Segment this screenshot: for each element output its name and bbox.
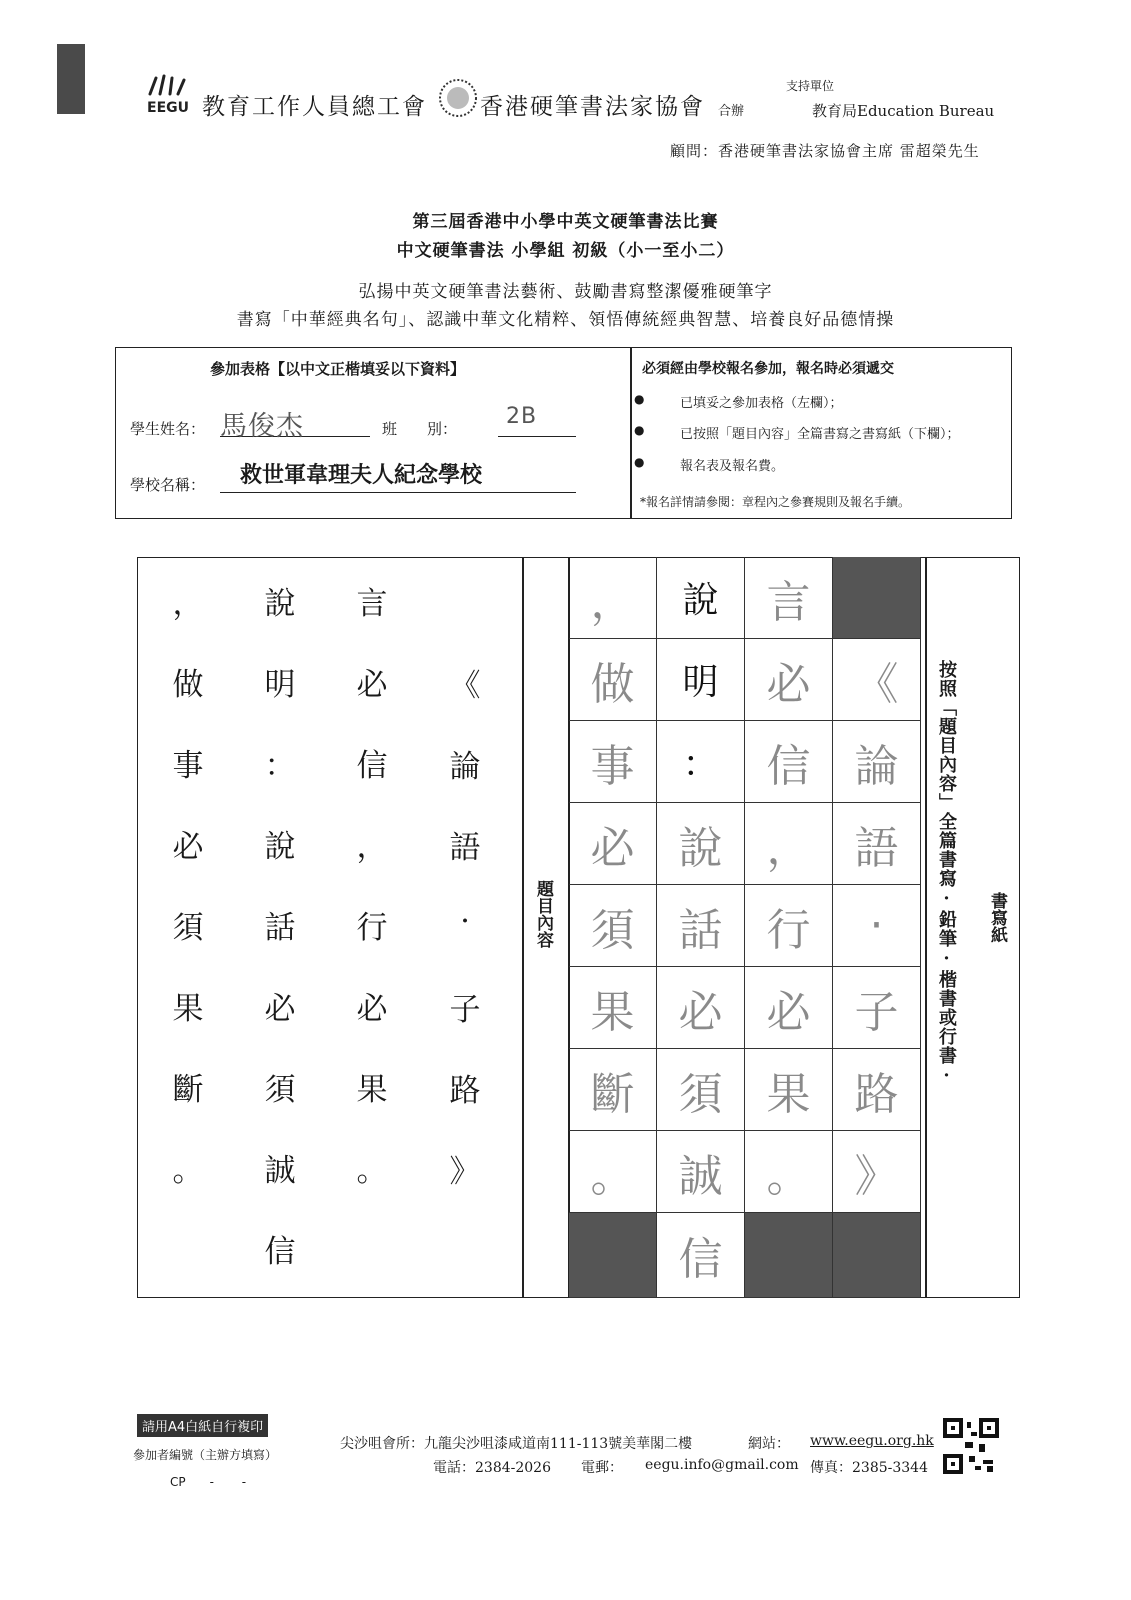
- hkcpa-seal-icon: [438, 78, 478, 118]
- email-label: 電郵：: [581, 1460, 623, 1476]
- topic-char: 《: [449, 668, 481, 704]
- topic-char: 信: [356, 748, 388, 784]
- writing-cell[interactable]: 信: [657, 1213, 745, 1298]
- writing-cell[interactable]: 子: [833, 967, 921, 1049]
- topic-char: 論: [449, 749, 481, 785]
- topic-char: ·: [460, 903, 470, 939]
- writing-cell[interactable]: 信: [745, 721, 833, 803]
- competition-title: 第三屆香港中小學中英文硬筆書法比賽: [412, 212, 719, 232]
- slogan-line-2: 書寫「中華經典名句」、認識中華文化精粹、領悟傳統經典智慧、培養良好品德情操: [236, 310, 895, 330]
- topic-char: 說: [264, 586, 296, 622]
- topic-char: 必: [264, 991, 296, 1027]
- copy-note: 請用A4白紙自行複印: [137, 1414, 268, 1437]
- writing-cell[interactable]: 必: [569, 803, 657, 885]
- topic-char: ：: [264, 748, 296, 784]
- writing-cell[interactable]: 話: [657, 885, 745, 967]
- class-label: 班 別：: [382, 420, 458, 438]
- org1-name: 教育工作人員總工會: [202, 94, 427, 120]
- requirement-item: 報名表及報名費。: [680, 459, 785, 474]
- topic-char: 必: [172, 829, 204, 865]
- eegu-logo-icon: [142, 74, 194, 116]
- writing-cell[interactable]: 論: [833, 721, 921, 803]
- qr-code-icon: [943, 1418, 999, 1474]
- category-title: 中文硬筆書法 小學組 初級（小一至小二）: [396, 241, 735, 261]
- topic-char: 行: [356, 910, 388, 946]
- topic-char: 果: [356, 1072, 388, 1108]
- writing-cell[interactable]: ，: [569, 557, 657, 639]
- topic-char: 做: [172, 667, 204, 703]
- writing-cell[interactable]: 》: [833, 1131, 921, 1213]
- bullet-icon: ●: [634, 423, 645, 437]
- topic-char: 。: [356, 1153, 388, 1189]
- school-label: 學校名稱：: [130, 476, 206, 494]
- writing-cell[interactable]: 《: [833, 639, 921, 721]
- topic-char: 須: [264, 1072, 296, 1108]
- topic-char: 事: [172, 748, 204, 784]
- topic-char: ，: [172, 586, 204, 622]
- support-org: 教育局Education Bureau: [812, 102, 995, 120]
- writing-cell[interactable]: 說: [657, 803, 745, 885]
- writing-cell[interactable]: 斷: [569, 1049, 657, 1131]
- entry-number-label: 參加者編號（主辦方填寫）: [133, 1448, 278, 1462]
- writing-cell[interactable]: 事: [569, 721, 657, 803]
- writing-cell[interactable]: ：: [657, 721, 745, 803]
- writing-grid: [569, 557, 925, 1298]
- fax: 傳真：2385-3344: [810, 1460, 928, 1476]
- writing-cell[interactable]: 語: [833, 803, 921, 885]
- topic-char: 必: [356, 667, 388, 703]
- writing-cell[interactable]: [569, 1213, 657, 1298]
- instruction-divider: [925, 557, 927, 1298]
- topic-char: 。: [172, 1153, 204, 1189]
- joint-label: 合辦: [718, 104, 745, 119]
- website-label: 網站：: [748, 1436, 790, 1452]
- topic-char: 明: [264, 667, 296, 703]
- topic-char: 果: [172, 991, 204, 1027]
- topic-char: 路: [449, 1073, 481, 1109]
- school-value: 救世軍韋理夫人紀念學校: [240, 462, 483, 488]
- writing-cell[interactable]: 必: [657, 967, 745, 1049]
- writing-cell[interactable]: 路: [833, 1049, 921, 1131]
- topic-char: ，: [356, 829, 388, 865]
- writing-cell[interactable]: 果: [745, 1049, 833, 1131]
- name-field[interactable]: [220, 404, 370, 442]
- bullet-icon: ●: [634, 392, 645, 406]
- name-label: 學生姓名：: [130, 420, 206, 438]
- writing-cell[interactable]: [833, 1213, 921, 1298]
- topic-divider-left: [522, 557, 524, 1298]
- support-label: 支持單位: [786, 79, 835, 93]
- topic-char: 話: [264, 910, 296, 946]
- writing-cell[interactable]: 須: [657, 1049, 745, 1131]
- writing-cell[interactable]: 說: [657, 557, 745, 639]
- writing-cell[interactable]: 言: [745, 557, 833, 639]
- writing-cell[interactable]: 果: [569, 967, 657, 1049]
- topic-char: 信: [264, 1234, 296, 1270]
- advisor-line: 顧問：香港硬筆書法家協會主席 雷超榮先生: [670, 142, 980, 160]
- topic-label: 題目內容: [533, 880, 553, 948]
- name-value: 馬俊杰: [220, 411, 304, 442]
- topic-char: 須: [172, 910, 204, 946]
- email-address[interactable]: eegu.info@gmail.com: [645, 1457, 799, 1473]
- writing-cell[interactable]: 必: [745, 967, 833, 1049]
- address: 尖沙咀會所：九龍尖沙咀漆咸道南111-113號美華閣二樓: [340, 1436, 693, 1452]
- topic-char: 》: [449, 1154, 481, 1190]
- requirement-item: 已填妥之參加表格（左欄）；: [680, 396, 843, 411]
- writing-cell[interactable]: [745, 1213, 833, 1298]
- writing-cell[interactable]: 行: [745, 885, 833, 967]
- writing-cell[interactable]: 必: [745, 639, 833, 721]
- writing-paper-label: 書寫紙: [987, 892, 1007, 943]
- entry-number-value: CP - -: [170, 1475, 247, 1489]
- form-heading: 參加表格【以中文正楷填妥以下資料】: [210, 360, 466, 378]
- topic-char: 說: [264, 829, 296, 865]
- requirements-note: *報名詳情請參閱：章程內之參賽規則及報名手續。: [640, 495, 911, 509]
- writing-instruction: 按照「題目內容」全篇書寫·鉛筆·楷書或行書·: [936, 660, 957, 1087]
- topic-char: 必: [356, 991, 388, 1027]
- writing-cell[interactable]: 誠: [657, 1131, 745, 1213]
- writing-cell[interactable]: ·: [833, 885, 921, 967]
- topic-char: 誠: [264, 1153, 296, 1189]
- writing-cell[interactable]: 做: [569, 639, 657, 721]
- writing-cell[interactable]: ，: [745, 803, 833, 885]
- class-field[interactable]: [498, 404, 576, 437]
- writing-cell[interactable]: [833, 557, 921, 639]
- bullet-icon: ●: [634, 455, 645, 469]
- corner-mark: [57, 44, 85, 114]
- topic-char: 語: [449, 830, 481, 866]
- svg-text:EEGU: EEGU: [147, 100, 189, 116]
- slogan-line-1: 弘揚中英文硬筆書法藝術、鼓勵書寫整潔優雅硬筆字: [358, 282, 773, 302]
- website-link[interactable]: www.eegu.org.hk: [810, 1433, 934, 1449]
- school-field[interactable]: [220, 458, 576, 493]
- form-divider: [630, 347, 632, 519]
- class-value: 2B: [506, 404, 538, 429]
- requirements-heading: 必須經由學校報名參加，報名時必須遞交: [642, 361, 894, 377]
- phone: 電話：2384-2026: [433, 1460, 551, 1476]
- requirement-item: 已按照「題目內容」全篇書寫之書寫紙（下欄）；: [680, 427, 960, 442]
- topic-char: 子: [449, 992, 481, 1028]
- writing-cell[interactable]: 明: [657, 639, 745, 721]
- writing-cell[interactable]: 。: [745, 1131, 833, 1213]
- org2-name: 香港硬筆書法家協會: [480, 94, 705, 120]
- writing-cell[interactable]: 須: [569, 885, 657, 967]
- topic-char: 斷: [172, 1072, 204, 1108]
- topic-char: 言: [356, 586, 388, 622]
- writing-cell[interactable]: 。: [569, 1131, 657, 1213]
